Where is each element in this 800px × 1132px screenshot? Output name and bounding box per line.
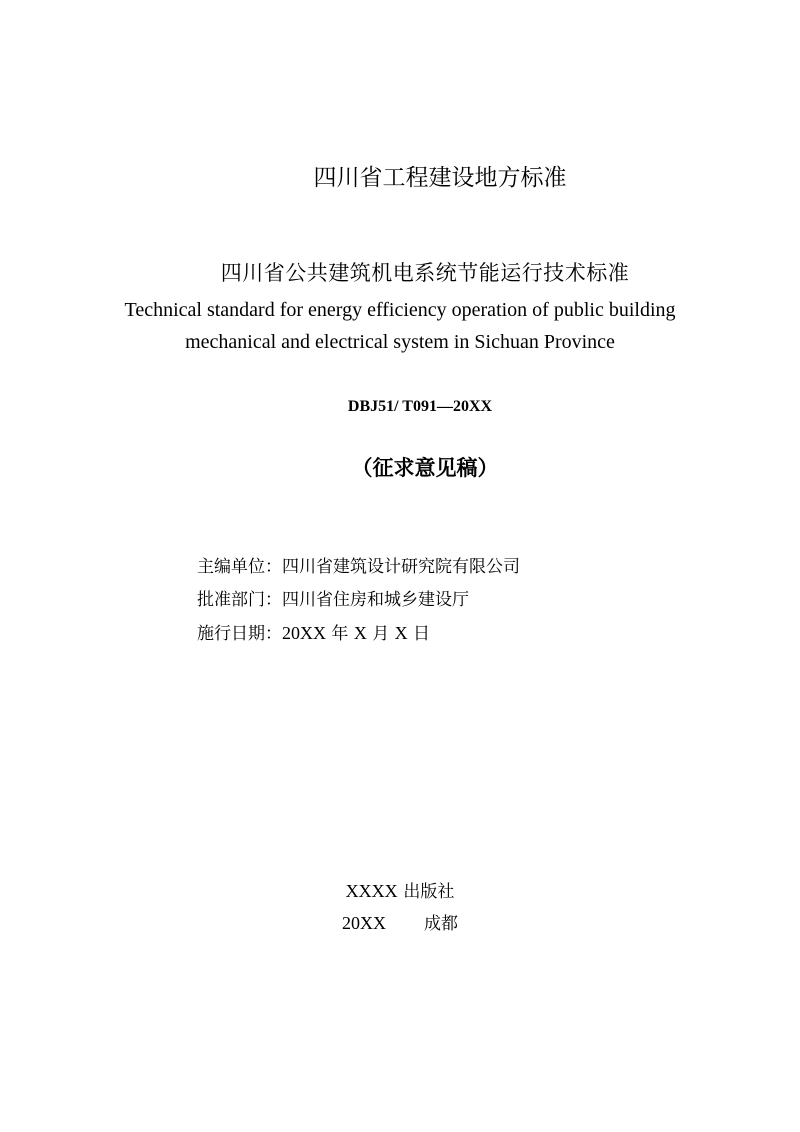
english-title-line-1: Technical standard for energy efficiency operation of public building [124, 299, 676, 321]
publisher [0, 882, 800, 901]
publication-city: 成都 [424, 914, 458, 934]
english-title-line-2: mechanical and electrical system in Sichuan Province [185, 331, 615, 353]
effective-date-label: 施行日期： [197, 624, 282, 644]
editor-label: 主编单位： [197, 557, 282, 577]
editor-value: 四川省建筑设计研究院有限公司 [282, 557, 520, 577]
chinese-title: 四川省公共建筑机电系统节能运行技术标准 [220, 261, 630, 285]
effective-date-day-unit: 日 [413, 624, 431, 644]
draft-status: （征求意见稿） [351, 456, 499, 480]
standard-code: DBJ51/ T091—20XX [347, 398, 493, 415]
effective-date-day: X [394, 623, 408, 643]
approver-row [197, 592, 757, 609]
effective-date-year: 20XX [282, 623, 326, 643]
effective-date-month-unit: 月 [372, 624, 390, 644]
editor-row [197, 559, 757, 576]
approver-label: 批准部门： [197, 590, 282, 610]
effective-date-year-unit: 年 [331, 624, 349, 644]
series-title: 四川省工程建设地方标准 [313, 165, 567, 191]
effective-date-row [197, 624, 757, 643]
publication-year: 20XX [342, 913, 386, 933]
approver-value: 四川省住房和城乡建设厅 [282, 590, 469, 610]
publisher-name: XXXX [345, 881, 398, 901]
effective-date-month: X [353, 623, 367, 643]
publisher-suffix: 出版社 [403, 882, 455, 902]
publication-place [0, 914, 800, 933]
